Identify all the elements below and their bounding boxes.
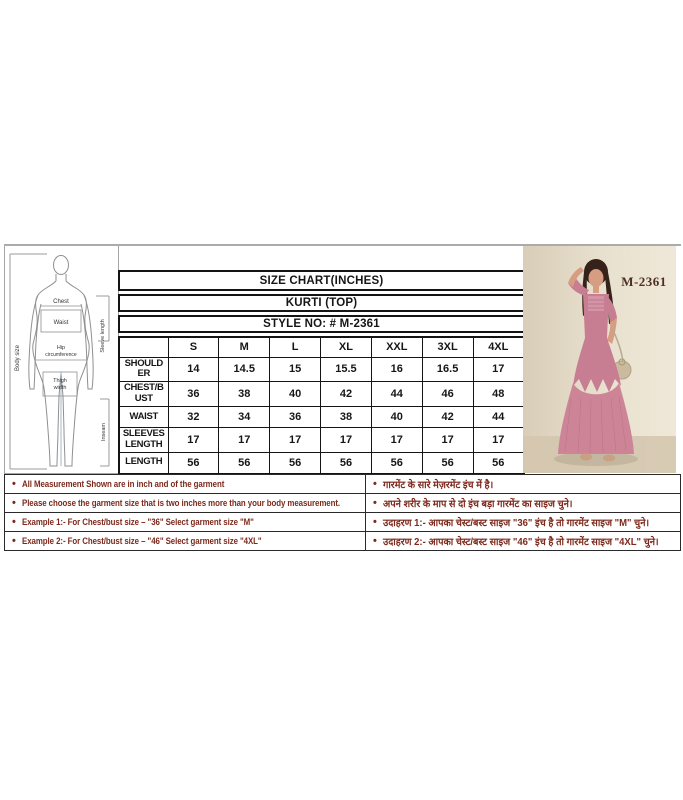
size-value-cell: 56 <box>473 453 524 474</box>
size-value-cell: 14.5 <box>219 357 270 382</box>
bullet-icon: • <box>373 478 377 490</box>
size-value-cell: 17 <box>168 428 219 453</box>
size-value-cell: 56 <box>219 453 270 474</box>
size-value-cell: 42 <box>321 382 372 407</box>
note-item-english: Example 2:- For Chest/bust size – "46" Select garment size "4XL" <box>21 536 262 546</box>
size-column-header: M <box>219 337 270 357</box>
thigh-label-line2: width <box>53 385 67 391</box>
note-item-hindi: गारमेंट के सारे मेज़रमेंट इंच में है। <box>382 480 494 491</box>
note-row <box>5 494 681 513</box>
size-header-row <box>119 337 524 357</box>
size-value-cell: 17 <box>219 428 270 453</box>
bullet-icon: • <box>12 478 16 490</box>
table-row <box>119 453 524 474</box>
size-value-cell: 15.5 <box>321 357 372 382</box>
note-item-english: Please choose the garment size that is two inches more than your body measurement. <box>21 498 340 508</box>
thigh-label-line1: Thigh <box>53 378 67 384</box>
size-grid-table <box>118 336 525 475</box>
size-value-cell: 42 <box>422 407 473 428</box>
size-chart-title: SIZE CHART(INCHES) <box>118 270 525 291</box>
size-value-cell: 32 <box>168 407 219 428</box>
notes-table <box>4 474 681 551</box>
model-photo-illustration <box>523 246 676 473</box>
measurement-row-label: CHEST/BUST <box>119 382 168 407</box>
size-value-cell: 38 <box>219 382 270 407</box>
corner-cell <box>119 337 168 357</box>
size-value-cell: 17 <box>422 428 473 453</box>
size-value-cell: 56 <box>371 453 422 474</box>
inseam-label: Inseam <box>101 422 107 442</box>
size-column-header: S <box>168 337 219 357</box>
size-value-cell: 56 <box>168 453 219 474</box>
size-value-cell: 17 <box>473 357 524 382</box>
waist-label: Waist <box>53 320 69 326</box>
bullet-icon: • <box>373 516 377 528</box>
measurement-row-label: SHOULDER <box>119 357 168 382</box>
table-row <box>119 407 524 428</box>
size-value-cell: 40 <box>371 407 422 428</box>
size-value-cell: 15 <box>270 357 321 382</box>
note-item-hindi: उदाहरण 1:- आपका चेस्ट/बस्ट साइज "36" इंच है तो गारमेंट साइज "M" चुने। <box>382 518 649 529</box>
note-row <box>5 532 681 551</box>
garment-type: KURTI (TOP) <box>118 294 525 312</box>
size-value-cell: 16 <box>371 357 422 382</box>
chest-label: Chest <box>53 299 69 305</box>
size-value-cell: 44 <box>473 407 524 428</box>
size-column-header: 4XL <box>473 337 524 357</box>
model-photo <box>523 246 676 473</box>
size-value-cell: 16.5 <box>422 357 473 382</box>
sleeve-length-label: Sleeve length <box>100 319 106 353</box>
hip-label-line1: Hip <box>56 345 66 351</box>
style-number: STYLE NO: # M-2361 <box>118 315 525 333</box>
size-column-header: 3XL <box>422 337 473 357</box>
size-value-cell: 17 <box>270 428 321 453</box>
bullet-icon: • <box>12 516 16 528</box>
model-code-label: M-2361 <box>621 274 667 289</box>
measurement-row-label: LENGTH <box>119 453 168 474</box>
measurement-row-label: WAIST <box>119 407 168 428</box>
note-item-english: All Measurement Shown are in inch and of the garment <box>21 479 225 489</box>
size-column-header: L <box>270 337 321 357</box>
bullet-icon: • <box>12 497 16 509</box>
size-value-cell: 44 <box>371 382 422 407</box>
body-size-label: Body size <box>15 344 21 372</box>
note-row <box>5 475 681 494</box>
size-value-cell: 17 <box>371 428 422 453</box>
bullet-icon: • <box>12 535 16 547</box>
size-value-cell: 48 <box>473 382 524 407</box>
bullet-icon: • <box>373 535 377 547</box>
size-column-header: XXL <box>371 337 422 357</box>
note-item-hindi: अपने शरीर के माप से दो इंच बड़ा गारमेंट का साइज चुने। <box>382 499 573 510</box>
body-measurement-diagram <box>5 246 118 472</box>
note-item-english: Example 1:- For Chest/bust size – "36" Select garment size "M" <box>21 517 254 527</box>
size-column-header: XL <box>321 337 372 357</box>
size-value-cell: 46 <box>422 382 473 407</box>
body-diagram-panel <box>4 246 119 474</box>
size-value-cell: 17 <box>473 428 524 453</box>
note-item-hindi: उदाहरण 2:- आपका चेस्ट/बस्ट साइज "46" इंच है तो गारमेंट साइज "4XL" चुने। <box>382 537 659 548</box>
size-value-cell: 34 <box>219 407 270 428</box>
note-row <box>5 513 681 532</box>
hip-label-line2: circumference <box>45 352 77 358</box>
size-value-cell: 14 <box>168 357 219 382</box>
measurement-row-label: SLEEVES LENGTH <box>119 428 168 453</box>
table-row <box>119 357 524 382</box>
table-row <box>119 382 524 407</box>
size-value-cell: 36 <box>270 407 321 428</box>
size-value-cell: 56 <box>270 453 321 474</box>
bullet-icon: • <box>373 497 377 509</box>
size-value-cell: 56 <box>321 453 372 474</box>
table-row <box>119 428 524 453</box>
size-value-cell: 17 <box>321 428 372 453</box>
size-value-cell: 38 <box>321 407 372 428</box>
size-value-cell: 36 <box>168 382 219 407</box>
size-value-cell: 40 <box>270 382 321 407</box>
size-value-cell: 56 <box>422 453 473 474</box>
